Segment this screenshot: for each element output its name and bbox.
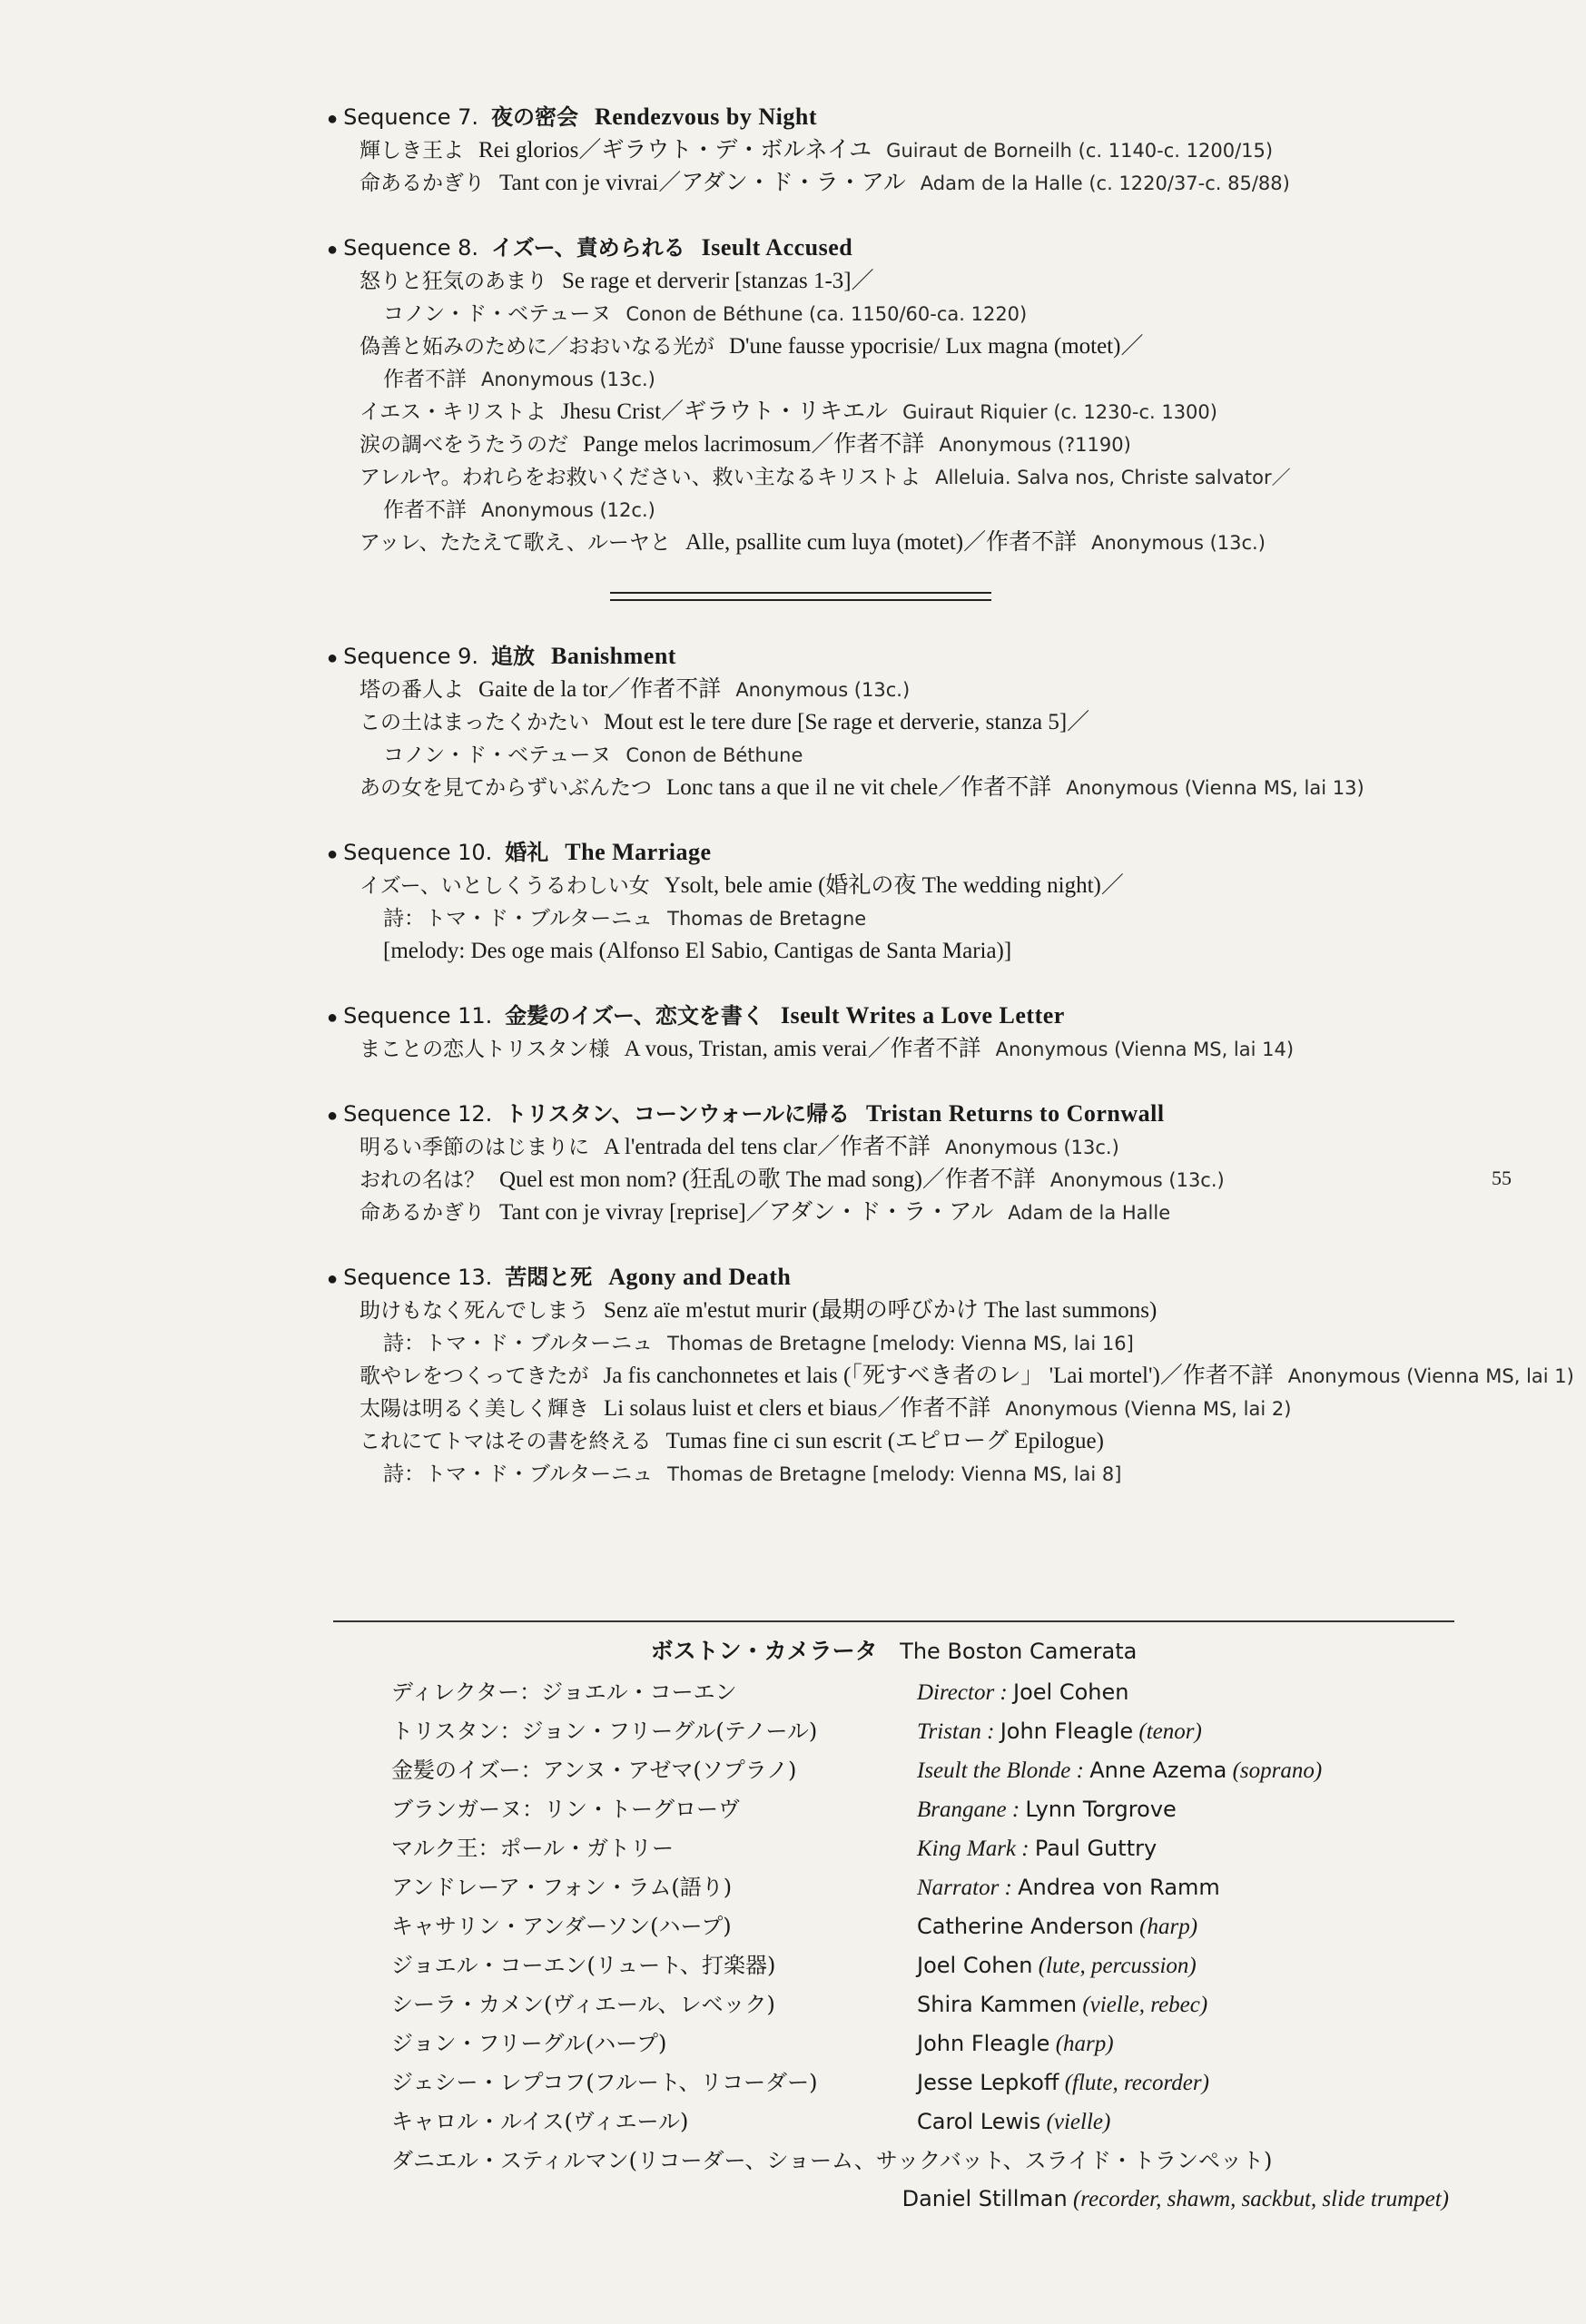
piece-composer: Anonymous (13c.) [1049, 1169, 1225, 1191]
member-ja: シーラ・カメン(ヴィエール、レベック) [391, 1992, 775, 2017]
sequence-block [327, 1098, 1471, 1229]
sequence-heading [327, 837, 1471, 870]
member-row [333, 1946, 1454, 1985]
piece-composer: Thomas de Bretagne [melody: Vienna MS, lai 16] [667, 1333, 1134, 1354]
piece-title-ja: この土はまったくかたい [360, 711, 589, 734]
sequence-group-top [327, 102, 1471, 559]
member-en [917, 1907, 1197, 1946]
piece-line [327, 1458, 1471, 1491]
piece-line [327, 870, 1471, 902]
sequence-number: Sequence 12. [343, 1101, 493, 1127]
member-instrument: (vielle, rebec) [1082, 1993, 1208, 2017]
sequence-heading [327, 232, 1471, 265]
member-en [917, 2063, 1209, 2102]
member-row [333, 1673, 1454, 1712]
piece-title-ja: 偽善と妬みのために／おおいなる光が [360, 335, 714, 359]
piece-composer: Adam de la Halle (c. 1220/37-c. 85/88) [920, 172, 1290, 194]
member-row [333, 1712, 1454, 1751]
piece-line [327, 739, 1471, 772]
member-name: John Fleagle [917, 2031, 1050, 2056]
piece-title-ja: コノン・ド・ベテューヌ [383, 302, 612, 326]
piece-line [327, 902, 1471, 935]
piece-title-ja: 命あるかぎり [360, 1201, 485, 1225]
ensemble-title-ja: ボストン・カメラータ [650, 1638, 878, 1664]
sequence-block [327, 102, 1471, 200]
piece-title: Rei glorios／ギラウト・デ・ボルネイユ [478, 138, 872, 162]
piece-line [327, 1196, 1471, 1229]
member-ja: キャロル・ルイス(ヴィエール) [391, 2109, 689, 2134]
piece-title-ja: まことの恋人トリスタン様 [360, 1038, 610, 1061]
page-number: 55 [1492, 1167, 1512, 1189]
member-row [333, 1907, 1454, 1946]
piece-title: Senz aïe m'estut murir (最期の呼びかけ The last summons) [604, 1298, 1157, 1323]
piece-title-ja: 涙の調べをうたうのだ [360, 433, 568, 457]
member-en [917, 1985, 1207, 2024]
piece-line [327, 461, 1471, 494]
member-row [333, 2063, 1454, 2102]
piece-line [327, 527, 1471, 559]
member-ja: キャサリン・アンダーソン(ハープ) [391, 1914, 732, 1939]
piece-composer: Anonymous (13c.) [944, 1137, 1119, 1158]
member-row [333, 1751, 1454, 1790]
sequence-number: Sequence 9. [343, 644, 479, 669]
member-role: Director : [917, 1680, 1008, 1705]
bullet-icon: ● [327, 240, 339, 260]
piece-title: D'une fausse ypocrisie/ Lux magna (motet)／ [729, 334, 1144, 359]
bullet-icon: ● [327, 648, 339, 668]
sequence-heading [327, 1000, 1471, 1033]
sequence-number: Sequence 8. [343, 235, 479, 261]
sequence-title-en: Iseult Accused [701, 234, 853, 261]
piece-line [327, 935, 1471, 968]
member-row [333, 2102, 1454, 2142]
piece-title-ja: アレルヤ。われらをお救いください、救い主なるキリストよ [360, 466, 921, 489]
member-row [333, 1985, 1454, 2024]
piece-title: A vous, Tristan, amis verai／作者不詳 [624, 1037, 981, 1061]
member-role: Brangane : [917, 1797, 1020, 1822]
piece-title-ja: 怒りと狂気のあまり [360, 270, 547, 293]
ensemble-credits [333, 1620, 1454, 2218]
member-ja: ジョン・フリーグル(ハープ) [391, 2031, 667, 2056]
member-name: Jesse Lepkoff [917, 2070, 1059, 2095]
piece-line [327, 1295, 1471, 1327]
piece-title-ja: 輝しき王よ [360, 139, 464, 162]
piece-title: Ysolt, bele amie (婚礼の夜 The wedding night)／ [664, 873, 1124, 898]
piece-line [327, 706, 1471, 739]
bullet-icon: ● [327, 844, 339, 864]
piece-composer: Conon de Béthune (ca. 1150/60-ca. 1220) [626, 303, 1028, 325]
piece-line [327, 1327, 1471, 1360]
sequence-title-ja: 金髪のイズー、恋文を書く [505, 1002, 764, 1029]
member-ja: アンドレーア・フォン・ラム(語り) [391, 1875, 733, 1900]
piece-composer: Anonymous (12c.) [481, 499, 655, 521]
piece-line [327, 1164, 1471, 1196]
sequence-heading [327, 102, 1471, 134]
member-instrument: (harp) [1055, 2032, 1114, 2056]
piece-line [327, 1360, 1574, 1393]
piece-title: Mout est le tere dure [Se rage et derverie, stanza 5]／ [604, 710, 1090, 734]
piece-title: Li solaus luist et clers et biaus／作者不詳 [604, 1396, 991, 1421]
piece-composer: Anonymous (Vienna MS, lai 14) [995, 1039, 1295, 1060]
piece-composer: Alleluia. Salva nos, Christe salvator／ [935, 467, 1291, 488]
piece-title: [melody: Des oge mais (Alfonso El Sabio, Cantigas de Santa Maria)] [383, 939, 1012, 963]
piece-title: Se rage et derverir [stanzas 1-3]／ [562, 269, 874, 293]
member-name: Anne Azema [1089, 1758, 1227, 1783]
member-row [333, 1868, 1454, 1907]
sequence-block [327, 1262, 1574, 1491]
piece-line [327, 772, 1471, 804]
member-last-english [333, 2181, 1454, 2218]
piece-title: Jhesu Crist／ギラウト・リキエル [560, 399, 889, 424]
piece-title-ja: 歌やレをつくってきたが [360, 1364, 589, 1388]
double-rule-divider [610, 592, 991, 601]
member-role: King Mark : [917, 1837, 1029, 1861]
member-name: Lynn Torgrove [1025, 1797, 1177, 1822]
piece-composer: Conon de Béthune [626, 744, 803, 766]
member-ja: マルク王：ポール・ガトリー [391, 1836, 675, 1861]
member-instrument: (lute, percussion) [1038, 1954, 1197, 1978]
member-en [917, 1946, 1197, 1985]
piece-line [327, 363, 1471, 396]
member-name: Paul Guttry [1034, 1836, 1157, 1861]
piece-title-ja: 詩：トマ・ド・ブルターニュ [383, 1462, 654, 1486]
piece-title-ja: これにてトマはその書を終える [360, 1430, 652, 1453]
piece-composer: Anonymous (Vienna MS, lai 13) [1066, 777, 1364, 799]
piece-title: A l'entrada del tens clar／作者不詳 [604, 1135, 931, 1159]
member-name: John Fleagle [1000, 1718, 1134, 1744]
piece-line [327, 1033, 1471, 1066]
member-ja: ジョエル・コーエン(リュート、打楽器) [391, 1953, 776, 1978]
member-name: Daniel Stillman [901, 2186, 1068, 2211]
member-ja: ブランガーヌ：リン・トーグローヴ [391, 1797, 740, 1822]
ensemble-title [333, 1635, 1454, 1668]
member-instrument: (flute, recorder) [1064, 2071, 1209, 2095]
piece-title: Quel est mon nom? (狂乱の歌 The mad song)／作者不詳 [499, 1167, 1036, 1192]
piece-line [327, 298, 1471, 330]
piece-composer: Anonymous (13c.) [735, 679, 911, 701]
piece-title-ja: あの女を見てからずいぶんたつ [360, 776, 652, 800]
member-en [917, 1829, 1157, 1868]
ensemble-title-en: The Boston Camerata [900, 1639, 1138, 1664]
piece-title: Lonc tans a que il ne vit chele／作者不詳 [666, 775, 1052, 800]
piece-composer: Guiraut Riquier (c. 1230-c. 1300) [902, 401, 1217, 423]
member-row [333, 2142, 1454, 2181]
piece-line [327, 330, 1471, 363]
piece-line [327, 494, 1471, 527]
sequence-heading [327, 1098, 1471, 1131]
piece-title: Tant con je vivrai／アダン・ド・ラ・アル [499, 171, 906, 195]
member-role: Tristan : [917, 1719, 995, 1744]
sequence-number: Sequence 13. [343, 1265, 493, 1290]
member-role: Narrator : [917, 1876, 1012, 1900]
sequence-title-en: The Marriage [565, 839, 712, 865]
sequence-block [327, 232, 1471, 559]
piece-title: Tant con je vivray [reprise]／アダン・ド・ラ・アル [499, 1200, 994, 1225]
piece-line [327, 1393, 1471, 1425]
piece-title-ja: 詩：トマ・ド・ブルターニュ [383, 1332, 654, 1355]
member-name: Andrea von Ramm [1018, 1875, 1220, 1900]
member-role: Iseult the Blonde : [917, 1758, 1084, 1783]
sequence-title-ja: トリスタン、コーンウォールに帰る [505, 1100, 850, 1127]
sequence-title-ja: 苦悶と死 [505, 1264, 593, 1290]
piece-title-ja: イエス・キリストよ [360, 400, 547, 424]
piece-line [327, 674, 1471, 706]
sequence-block [327, 837, 1471, 968]
piece-composer: Adam de la Halle [1008, 1202, 1171, 1224]
member-name: Joel Cohen [917, 1953, 1033, 1978]
piece-title-ja: 塔の番人よ [360, 678, 464, 702]
bullet-icon: ● [327, 1106, 339, 1126]
member-ja: トリスタン：ジョン・フリーグル(テノール) [391, 1718, 818, 1744]
piece-line [327, 167, 1471, 200]
piece-composer: Guiraut de Borneilh (c. 1140-c. 1200/15) [886, 140, 1274, 162]
piece-composer: Thomas de Bretagne [melody: Vienna MS, lai 8] [667, 1463, 1122, 1485]
member-row [333, 1790, 1454, 1829]
member-ja: 金髪のイズー：アンヌ・アゼマ(ソプラノ) [391, 1758, 797, 1783]
sequence-block [327, 641, 1471, 804]
sequence-title-en: Tristan Returns to Cornwall [865, 1100, 1165, 1127]
piece-line [327, 1131, 1471, 1164]
member-instrument: (soprano) [1232, 1758, 1323, 1783]
piece-line [327, 396, 1471, 428]
member-ja: ジェシー・レプコフ(フルート、リコーダー) [391, 2070, 818, 2095]
sequence-title-ja: 婚礼 [505, 839, 549, 865]
piece-line [327, 428, 1471, 461]
member-en [917, 1790, 1177, 1829]
member-instrument: (vielle) [1046, 2110, 1111, 2134]
piece-composer: Thomas de Bretagne [667, 908, 867, 930]
piece-title: Tumas fine ci sun escrit (エピローグ Epilogue) [665, 1429, 1104, 1453]
member-name: Carol Lewis [917, 2109, 1041, 2134]
piece-composer: Anonymous (13c.) [481, 369, 655, 390]
member-en [917, 2024, 1114, 2063]
sequence-title-ja: 夜の密会 [491, 103, 579, 130]
sequence-number: Sequence 7. [343, 104, 479, 130]
piece-title: Ja fis canchonnetes et lais (「死すべき者のレ」 'Lai mortel')／作者不詳 [603, 1364, 1274, 1388]
piece-title-ja: アッレ、たたえて歌え、ルーヤと [360, 531, 671, 555]
piece-composer: Anonymous (Vienna MS, lai 2) [1005, 1398, 1292, 1420]
piece-line [327, 134, 1471, 167]
piece-composer: Anonymous (?1190) [939, 434, 1131, 456]
member-en [917, 1712, 1202, 1751]
member-en [917, 1868, 1220, 1907]
piece-line [327, 1425, 1471, 1458]
member-name: Catherine Anderson [917, 1914, 1134, 1939]
bullet-icon: ● [327, 1269, 339, 1289]
member-list [333, 1673, 1454, 2181]
piece-title-ja: 詩：トマ・ド・ブルターニュ [383, 907, 654, 931]
sequence-number: Sequence 10. [343, 840, 493, 865]
piece-title: Alle, psallite cum luya (motet)／作者不詳 [685, 530, 1078, 555]
member-ja: ダニエル・スティルマン(リコーダー、ショーム、サックバット、スライド・トランペット) [391, 2148, 1273, 2173]
member-row [333, 2024, 1454, 2063]
piece-title-ja: 助けもなく死んでしまう [360, 1299, 589, 1323]
piece-title-ja: 作者不詳 [383, 368, 467, 391]
bullet-icon: ● [327, 109, 339, 129]
piece-title-ja: 命あるかぎり [360, 172, 485, 195]
member-name: Joel Cohen [1013, 1679, 1129, 1705]
member-en [917, 1751, 1322, 1790]
member-instrument: (recorder, shawm, sackbut, slide trumpet) [1072, 2187, 1449, 2211]
sequence-title-ja: イズー、責められる [491, 234, 685, 261]
member-ja: ディレクター：ジョエル・コーエン [391, 1679, 737, 1705]
sequence-block [327, 1000, 1471, 1066]
sequence-title-en: Iseult Writes a Love Letter [780, 1002, 1065, 1029]
sequence-title-en: Rendezvous by Night [595, 103, 817, 130]
sequence-number: Sequence 11. [343, 1003, 493, 1029]
sequence-heading [327, 1262, 1471, 1295]
piece-title-ja: 太陽は明るく美しく輝き [360, 1397, 589, 1421]
piece-title-ja: 明るい季節のはじまりに [360, 1136, 589, 1159]
member-en [917, 1673, 1128, 1712]
piece-composer: Anonymous (Vienna MS, lai 1) [1287, 1365, 1574, 1387]
sequence-heading [327, 641, 1471, 674]
sequence-title-ja: 追放 [491, 643, 536, 669]
member-instrument: (harp) [1139, 1915, 1198, 1939]
member-row [333, 1829, 1454, 1868]
piece-title: Pange melos lacrimosum／作者不詳 [583, 432, 925, 457]
piece-title-ja: イズー、いとしくうるわしい女 [360, 874, 650, 898]
piece-title-ja: 作者不詳 [383, 498, 467, 522]
bullet-icon: ● [327, 1008, 339, 1028]
member-en [917, 2102, 1110, 2142]
piece-composer: Anonymous (13c.) [1091, 532, 1266, 554]
piece-title-ja: コノン・ド・ベテューヌ [383, 743, 612, 767]
member-instrument: (tenor) [1138, 1719, 1202, 1744]
piece-line [327, 265, 1471, 298]
sequence-title-en: Agony and Death [608, 1264, 792, 1290]
member-name: Shira Kammen [917, 1992, 1078, 2017]
piece-title: Gaite de la tor／作者不詳 [478, 677, 722, 702]
piece-title-ja: おれの名は？ [360, 1168, 485, 1192]
sequence-title-en: Banishment [551, 643, 676, 669]
